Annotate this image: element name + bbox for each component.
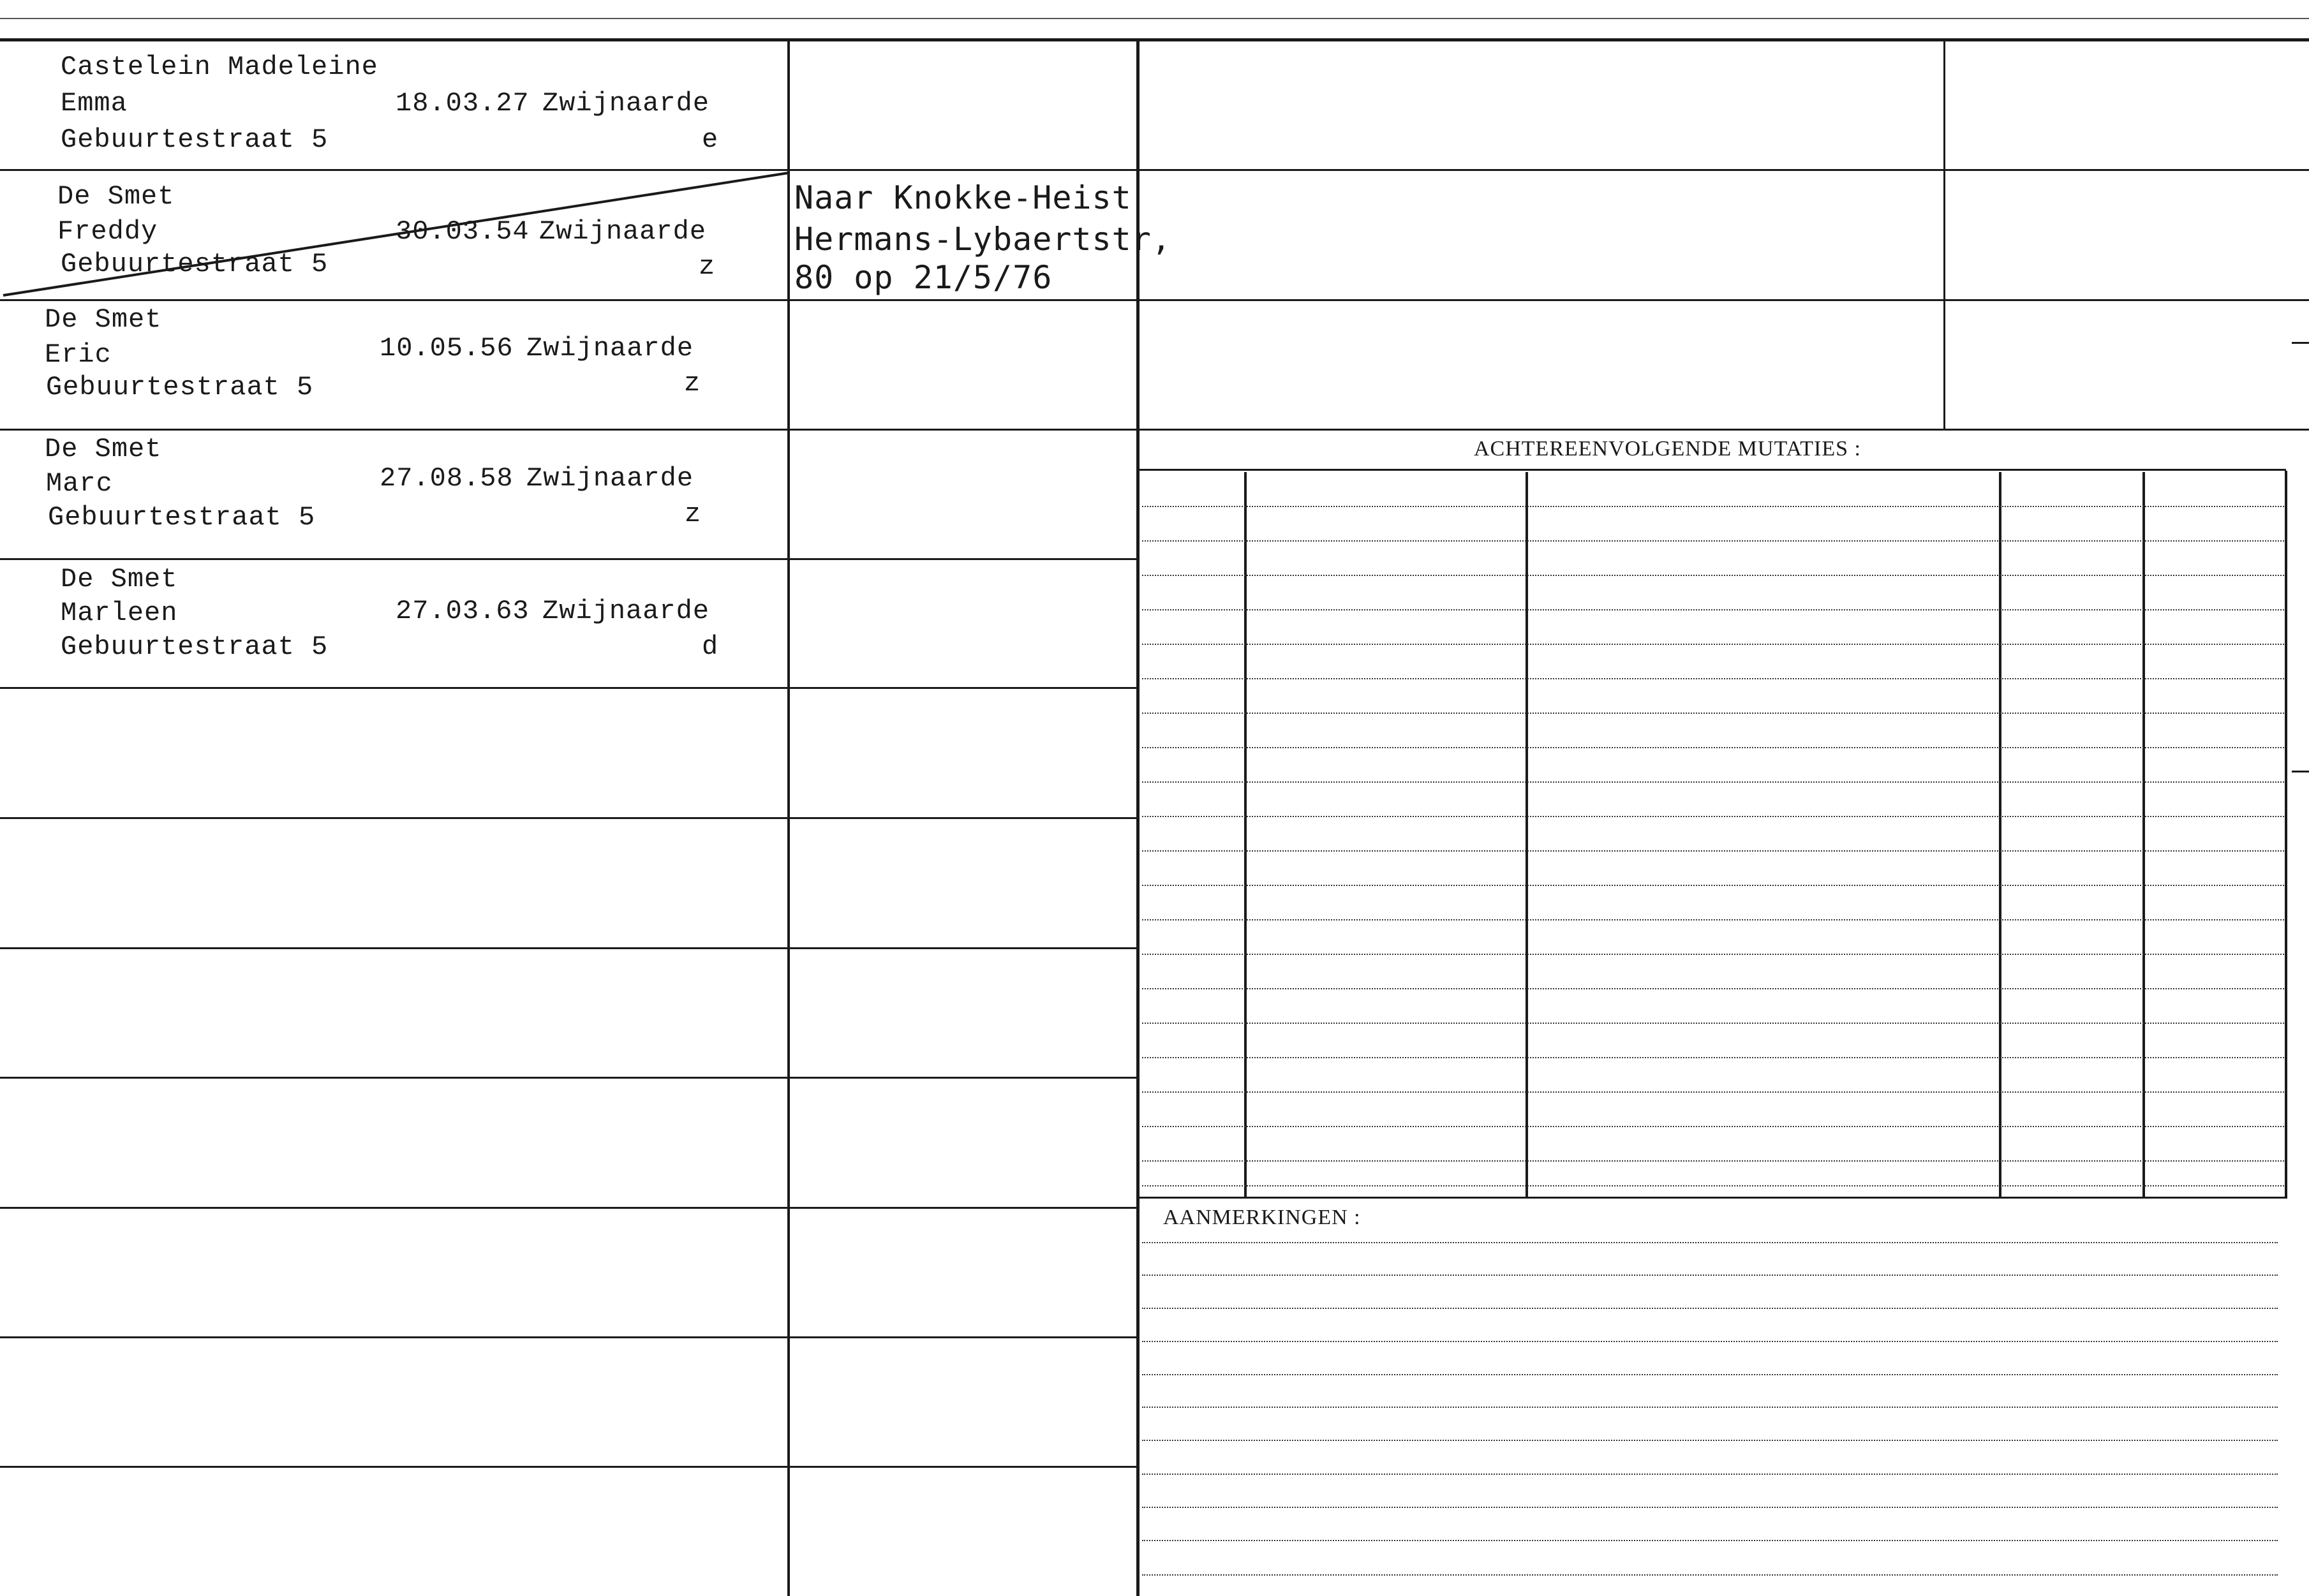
record-street: Gebuurtestraat 5 [61,249,329,279]
ruled-line [1142,1507,2278,1508]
remarks-heading: AANMERKINGEN : [1163,1206,1361,1229]
row-divider [0,1207,1138,1209]
ruled-line [1142,1341,2278,1342]
ruled-line [1142,1023,2284,1024]
ruled-line [1142,1540,2278,1541]
ruled-line [1142,1126,2284,1127]
ruled-line [1142,919,2284,920]
mutations-top-border [1138,469,2286,471]
record-street: Gebuurtestraat 5 [61,632,329,662]
ruled-line [1142,1374,2278,1375]
ruled-line [1142,816,2284,817]
ruled-line [1142,713,2284,714]
relocation-line-3: 80 op 21/5/76 [794,259,1053,296]
record-code: z [699,251,716,282]
record-code: d [702,632,719,662]
record-birthdate: 10.05.56 [380,333,514,364]
record-surname: Castelein Madeleine [61,52,378,82]
ruled-line [1142,506,2284,507]
ruled-line [1142,609,2284,610]
record-surname: De Smet [57,181,175,212]
ruled-line [1142,1091,2284,1093]
record-given-name: Marc [46,468,113,499]
mutations-col-divider [2142,472,2145,1197]
relocation-line-2: Hermans-Lybaertstr, [794,221,1171,258]
row-divider [0,1336,1138,1338]
record-given-name: Emma [61,88,128,119]
ruled-line [1142,1185,2284,1186]
ruled-line [1142,1275,2278,1276]
ruled-line [1142,1057,2284,1058]
mutations-heading: ACHTEREENVOLGENDE MUTATIES : [1474,437,1861,461]
record-birthplace: Zwijnaarde [526,463,694,494]
record-surname: De Smet [45,304,162,335]
ruled-line [1142,678,2284,679]
ruled-line [1142,1242,2278,1243]
record-given-name: Freddy [57,216,158,247]
margin-tick [2292,771,2309,772]
row-divider [0,429,1138,431]
column-divider-right-top [1943,40,1945,429]
record-surname: De Smet [61,564,178,595]
right-row-divider [1138,169,2309,171]
row-divider [0,1466,1138,1468]
ruled-line [1142,885,2284,886]
mutations-col-divider [1999,472,2001,1197]
ruled-line [1142,1407,2278,1408]
record-code: z [684,368,701,399]
top-border [0,38,2309,41]
row-divider [0,558,1138,560]
row-divider [0,1077,1138,1079]
ruled-line [1142,1160,2284,1162]
record-code: z [685,499,702,529]
right-row-divider [1138,299,2309,301]
record-given-name: Marleen [61,598,178,628]
row-divider [0,687,1138,689]
ruled-line [1142,954,2284,955]
record-code: e [702,124,719,155]
top-border-thin [0,18,2309,19]
record-given-name: Eric [45,339,112,370]
ruled-line [1142,644,2284,645]
record-street: Gebuurtestraat 5 [46,372,314,403]
ruled-line [1142,1440,2278,1441]
mutations-bottom-border [1138,1197,2286,1199]
ruled-line [1142,850,2284,852]
ruled-line [1142,575,2284,576]
record-birthdate: 27.03.63 [396,596,530,626]
ruled-line [1142,1474,2278,1475]
record-birthplace: Zwijnaarde [526,333,694,364]
record-surname: De Smet [45,434,162,464]
record-birthdate: 18.03.27 [396,88,530,119]
mutations-col-divider [1526,472,1528,1197]
record-birthplace: Zwijnaarde [539,216,707,247]
record-street: Gebuurtestraat 5 [48,502,316,533]
right-row-divider [1138,429,2309,431]
mutations-col-divider [1244,472,1247,1197]
record-birthdate: 27.08.58 [380,463,514,494]
ruled-line [1142,988,2284,989]
ruled-line [1142,1574,2278,1576]
ruled-line [1142,781,2284,783]
row-divider [0,817,1138,819]
mutations-right-border [2285,471,2287,1199]
margin-tick [2292,342,2309,344]
record-birthdate: 30.03.54 [396,216,530,247]
row-divider [0,947,1138,949]
record-birthplace: Zwijnaarde [542,596,710,626]
ruled-line [1142,747,2284,748]
record-birthplace: Zwijnaarde [542,88,710,119]
record-street: Gebuurtestraat 5 [61,124,329,155]
ruled-line [1142,1308,2278,1309]
ruled-line [1142,540,2284,542]
relocation-line-1: Naar Knokke-Heist [794,179,1132,216]
strike-through-line [0,169,791,303]
